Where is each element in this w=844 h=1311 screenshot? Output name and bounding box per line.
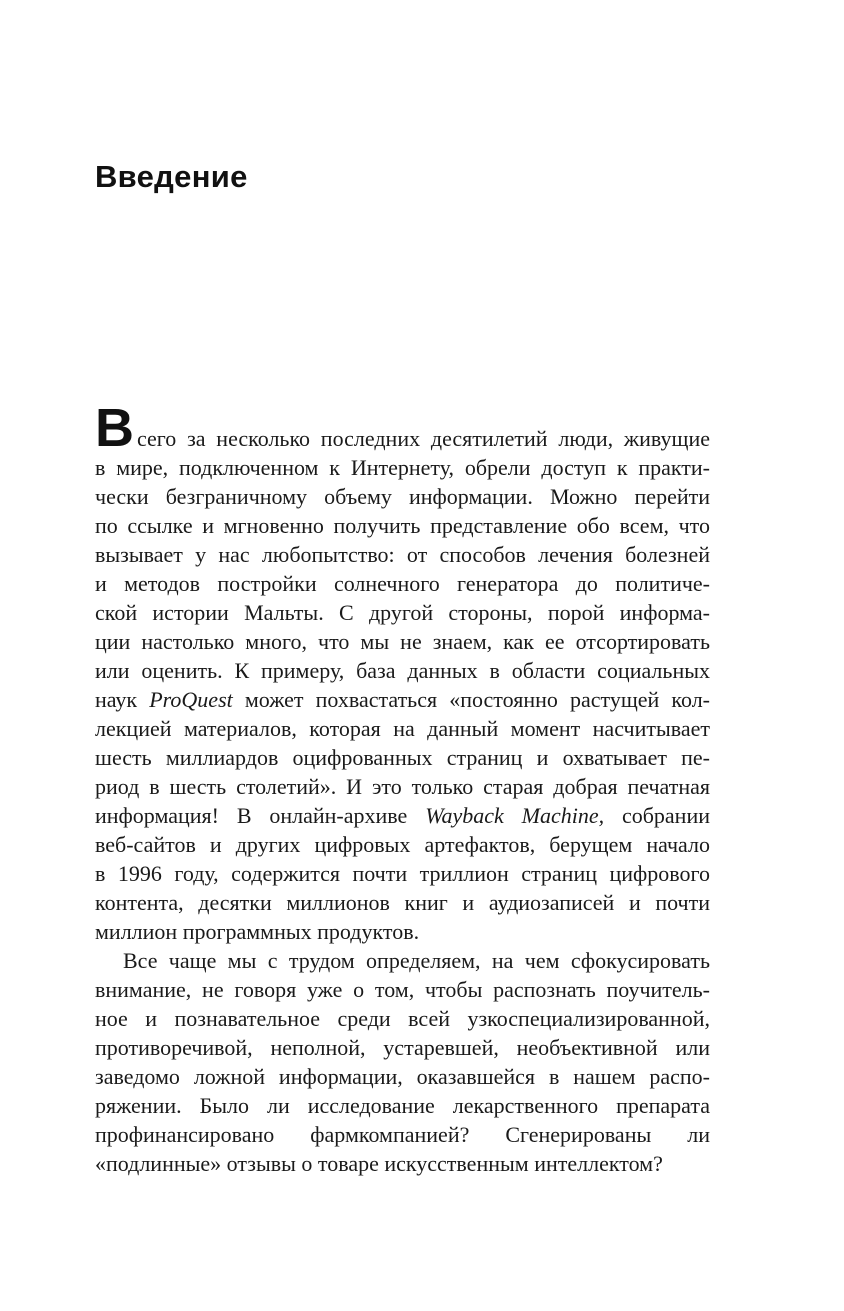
text-line: ряжении. Было ли исследование лекарственного препарата (95, 1093, 710, 1118)
text-line: профинансировано фармкомпанией? Сгенерированы ли (95, 1122, 710, 1147)
text-line: вызывает у нас любопытство: от способов лечения болезней (95, 542, 710, 567)
text-line: ской истории Мальты. С другой стороны, порой информа- (95, 600, 710, 625)
chapter-title: Введение (95, 159, 248, 194)
text-line: и методов постройки солнечного генератора до политиче- (95, 571, 710, 596)
body-text (95, 398, 711, 1178)
text-line: внимание, не говоря уже о том, чтобы распознать поучитель- (95, 977, 710, 1002)
initial-cap: В (95, 398, 134, 458)
text-line: ное и познавательное среди всей узкоспециализированной, (95, 1006, 710, 1031)
text-line: Все чаще мы с трудом определяем, на чем сфокусировать (123, 948, 710, 973)
text-line: информация! В онлайн-архиве Wayback Machine, собрании (95, 803, 711, 828)
text-line: Всего за несколько последних десятилетий люди, живущие (95, 398, 710, 458)
text-line: чески безграничному объему информации. Можно перейти (95, 484, 710, 509)
text-line: в 1996 году, содержится почти триллион страниц цифрового (95, 861, 710, 886)
text-line: риод в шесть столетий». И это только старая добрая печатная (95, 774, 710, 799)
text-line: по ссылке и мгновенно получить представление обо всем, что (95, 513, 710, 538)
text-line: или оценить. К примеру, база данных в области социальных (95, 658, 710, 683)
text-line: лекцией материалов, которая на данный момент насчитывает (95, 716, 710, 741)
text-line: в мире, подключенном к Интернету, обрели доступ к практи- (95, 455, 710, 480)
text-line: шесть миллиардов оцифрованных страниц и охватывает пе- (95, 745, 710, 770)
paragraph (95, 398, 711, 946)
text-line: контента, десятки миллионов книг и аудиозаписей и почти (95, 890, 710, 915)
text-line: миллион программных продуктов. (95, 919, 420, 944)
text-line: ции настолько много, что мы не знаем, как ее отсортировать (95, 629, 710, 654)
text-line: противоречивой, неполной, устаревшей, необъективной или (95, 1035, 710, 1060)
text-line: заведомо ложной информации, оказавшейся в нашем распо- (95, 1064, 710, 1089)
paragraph (95, 946, 710, 1178)
text-line: наук ProQuest может похвастаться «постоянно растущей кол- (95, 687, 711, 712)
text-line: «подлинные» отзывы о товаре искусственным интеллектом? (95, 1151, 663, 1176)
text-line: веб-сайтов и других цифровых артефактов, берущем начало (95, 832, 710, 857)
